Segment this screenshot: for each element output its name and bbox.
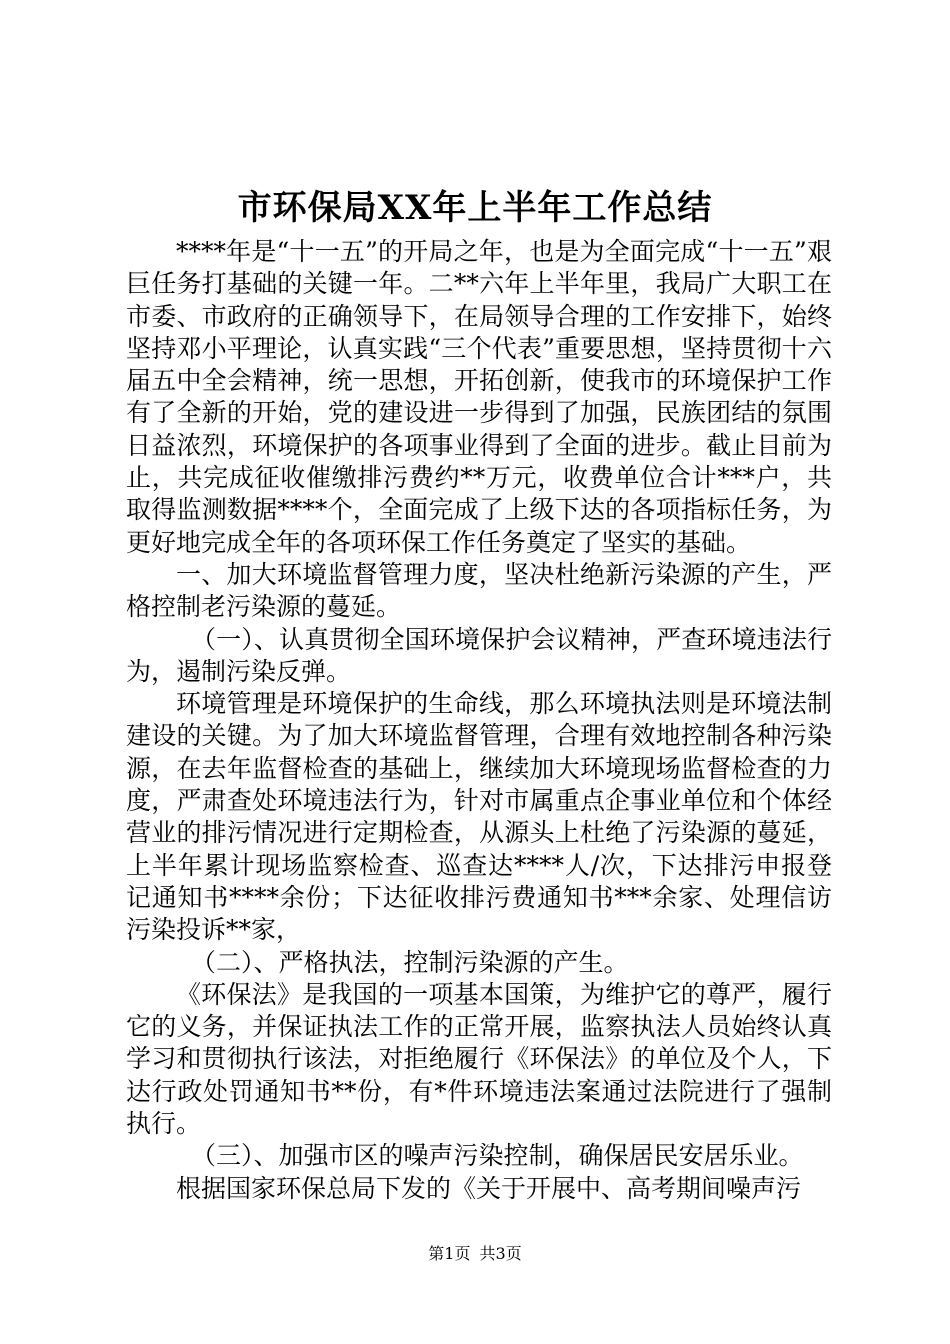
body-paragraph: 《环保法》是我国的一项基本国策，为维护它的尊严，履行它的义务，并保证执法工作的正常开展，监察执法人员始终认真学习和贯彻执行该法，对拒绝履行《环保法》的单位及个人，下达行政处罚通知书**份，有*件环境违法案通过法院进行了强制执行。 [126,979,832,1139]
body-paragraph: 根据国家环保总局下发的《关于开展中、高考期间噪声污 [176,1173,802,1203]
subsection-heading-1: （一）、认真贯彻全国环境保护会议精神，严查环境违法行为，遏制污染反弹。 [126,624,832,686]
subsection-heading-3: （三）、加强市区的噪声污染控制，确保居民安居乐业。 [191,1141,804,1171]
page-total: 共3页 [479,1244,522,1263]
document-title: 市环保局XX年上半年工作总结 [237,188,713,228]
subsection-heading-2: （二）、严格执法，控制污染源的产生。 [191,947,629,977]
body-paragraph: 环境管理是环境保护的生命线，那么环境执法则是环境法制建设的关键。为了加大环境监督管理，合理有效地控制各种污染源，在去年监督检查的基础上，继续加大环境现场监督检查的力度，严肃查处环境违法行为，针对市属重点企事业单位和个体经营业的排污情况进行定期检查，从源头上杜绝了污染源的蔓延，上半年累计现场监察检查、巡查达****人/次，下达排污申报登记通知书****余份；下达征收排污费通知书***余家、处理信访污染投诉**家， [126,689,832,945]
intro-paragraph: ****年是“十一五”的开局之年，也是为全面完成“十一五”艰巨任务打基础的关键一年。二**六年上半年里，我局广大职工在市委、市政府的正确领导下，在局领导合理的工作安排下，始终坚持邓小平理论，认真实践“三个代表”重要思想，坚持贯彻十六届五中全会精神，统一思想，开拓创新，使我市的环境保护工作有了全新的开始，党的建设进一步得到了加强，民族团结的氛围日益浓烈，环境保护的各项事业得到了全面的进步。截止目前为止，共完成征收催缴排污费约**万元，收费单位合计***户，共取得监测数据****个，全面完成了上级下达的各项指标任务，为更好地完成全年的各项环保工作任务奠定了坚实的基础。 [126,237,832,557]
section-heading-1: 一、加大环境监督管理力度，坚决杜绝新污染源的产生，严格控制老污染源的蔓延。 [126,559,832,622]
page-number: 第1页 [428,1244,471,1263]
page-footer [0,1244,950,1264]
document-body [126,236,832,1205]
